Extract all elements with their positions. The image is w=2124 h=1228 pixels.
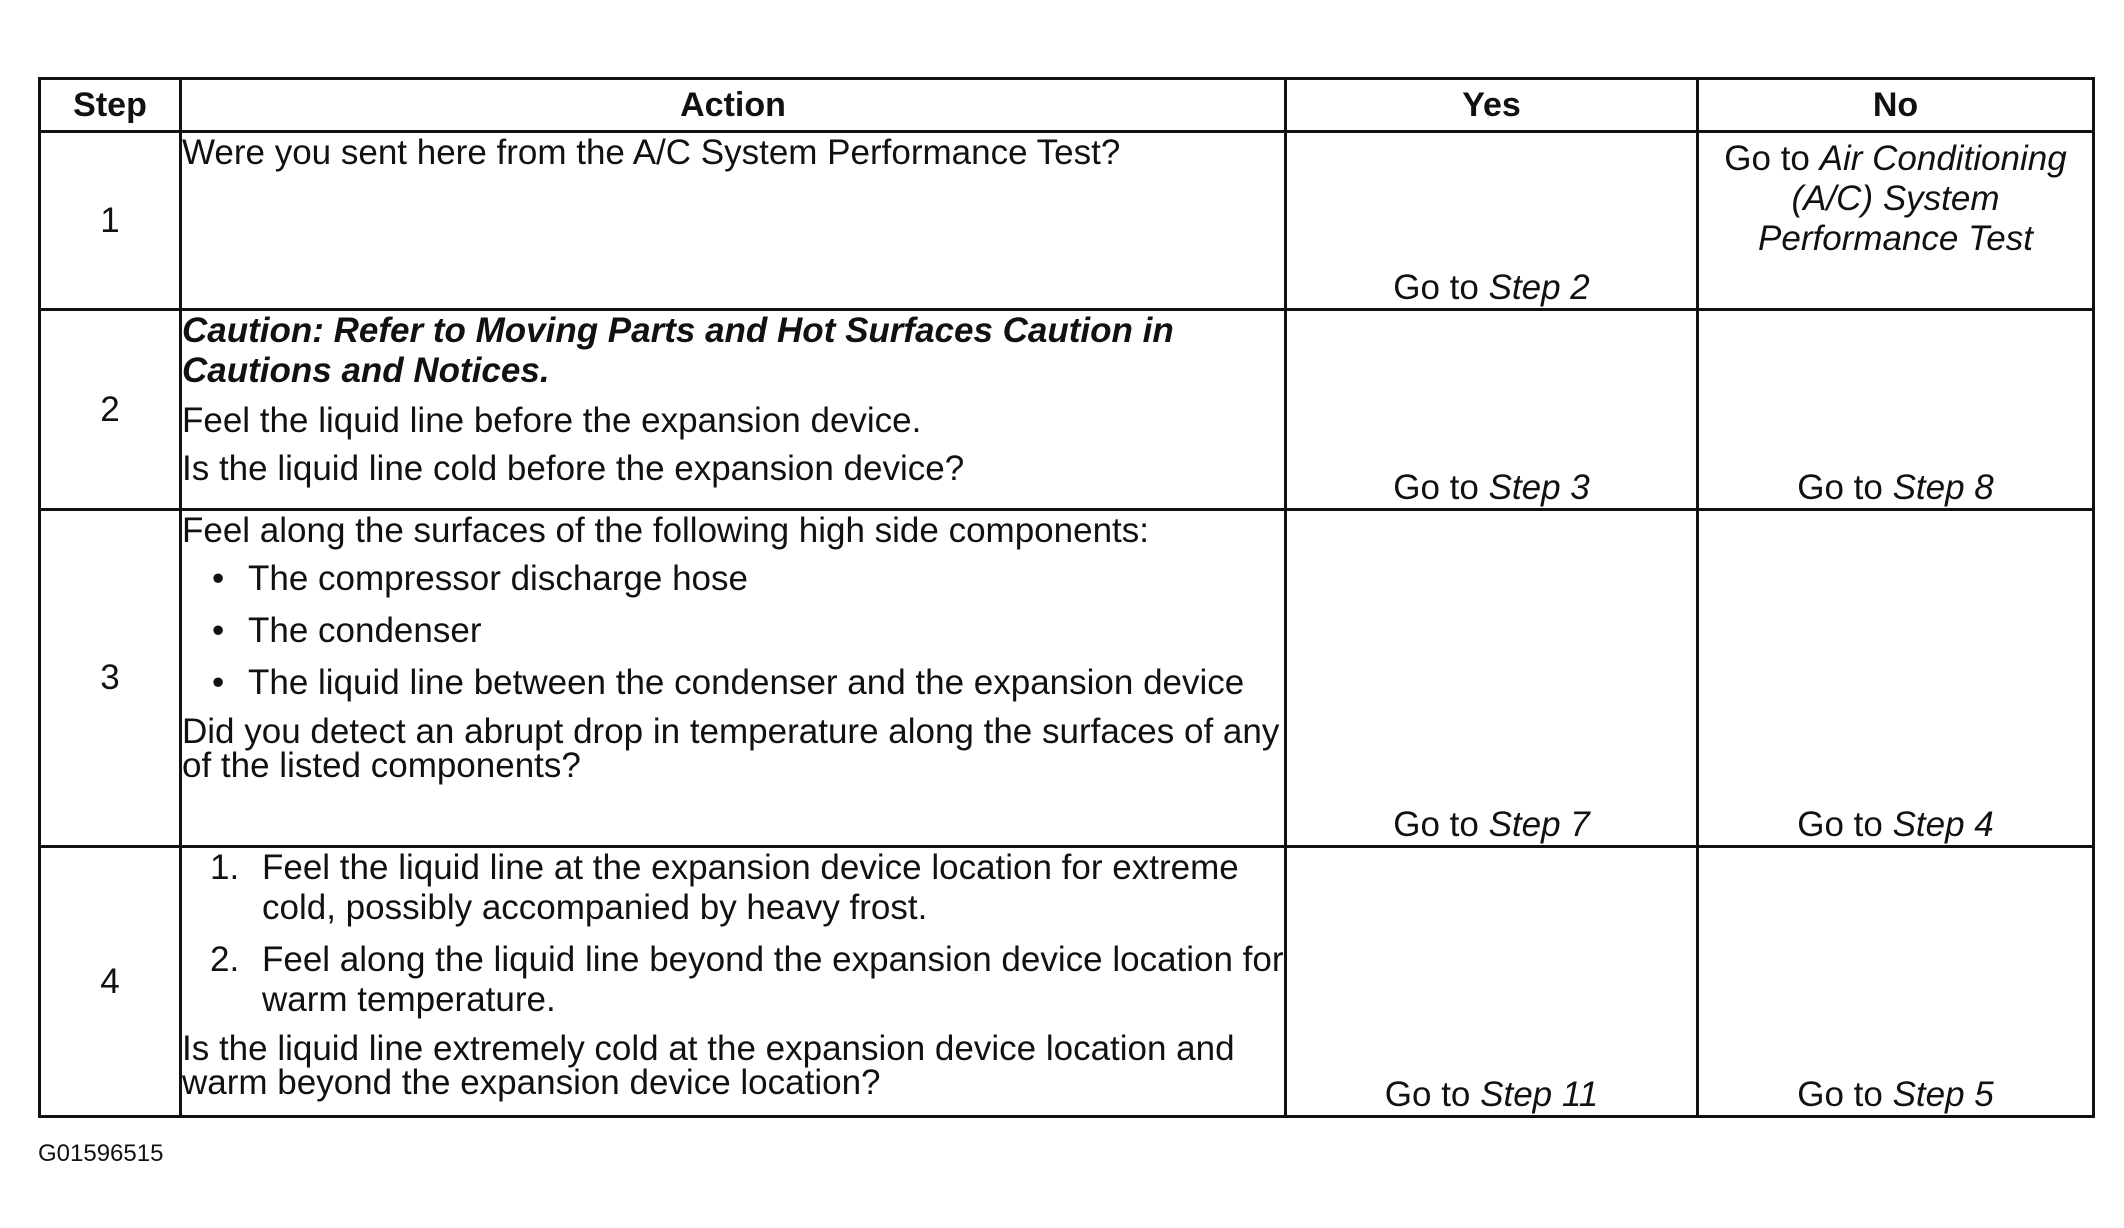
header-no: No — [1698, 79, 2094, 132]
bullet-icon: • — [212, 663, 225, 702]
yes-prefix: Go to — [1393, 468, 1479, 507]
step-number: 1 — [40, 132, 181, 310]
no-prefix: Go to — [1724, 139, 1810, 178]
no-target-link[interactable]: Air Conditioning (A/C) System Performance Test — [1758, 139, 2067, 258]
table-row-step-1 — [40, 132, 2094, 310]
list-item-text: Feel the liquid line at the expansion device location for extreme cold, possibly accompanied by heavy frost. — [262, 848, 1239, 927]
yes-prefix: Go to — [1384, 1075, 1471, 1114]
list-item-text: The liquid line between the condenser and the expansion device — [248, 663, 1245, 702]
list-item-text: The compressor discharge hose — [248, 559, 748, 598]
step-number: 3 — [40, 510, 181, 847]
header-action: Action — [181, 79, 1286, 132]
table-row-step-3 — [40, 510, 2094, 847]
no-cell — [1698, 510, 2094, 847]
list-item — [212, 559, 1284, 599]
action-cell — [181, 132, 1286, 310]
table-row-step-4 — [40, 847, 2094, 1117]
list-item-text: The condenser — [248, 611, 482, 650]
yes-cell — [1286, 510, 1698, 847]
diagnostic-table — [38, 77, 2095, 1118]
action-question: Were you sent here from the A/C System Performance Test? — [182, 133, 1121, 172]
header-yes: Yes — [1286, 79, 1698, 132]
yes-target-link[interactable]: Step 3 — [1488, 468, 1590, 507]
component-list — [182, 559, 1284, 703]
yes-target-link[interactable]: Step 11 — [1480, 1075, 1599, 1114]
no-cell — [1698, 310, 2094, 510]
yes-prefix: Go to — [1393, 805, 1479, 844]
no-cell — [1698, 132, 2094, 310]
yes-target-link[interactable]: Step 7 — [1488, 805, 1590, 844]
no-target-link[interactable]: Step 4 — [1892, 805, 1994, 844]
no-prefix: Go to — [1797, 468, 1883, 507]
yes-cell — [1286, 132, 1698, 310]
table-row-step-2 — [40, 310, 2094, 510]
list-number: 2. — [210, 940, 240, 979]
action-instruction: Feel along the surfaces of the following high side components: — [182, 511, 1149, 550]
action-cell — [181, 510, 1286, 847]
bullet-icon: • — [212, 559, 225, 598]
yes-cell — [1286, 847, 1698, 1117]
yes-prefix: Go to — [1393, 268, 1479, 307]
no-target-link[interactable]: Step 8 — [1892, 468, 1994, 507]
caution-text: Caution: Refer to Moving Parts and Hot Surfaces Caution in Cautions and Notices. — [182, 311, 1174, 390]
table-header-row — [40, 79, 2094, 132]
step-number: 2 — [40, 310, 181, 510]
action-instruction: Feel the liquid line before the expansion device. — [182, 401, 922, 440]
no-prefix: Go to — [1797, 1075, 1883, 1114]
action-cell — [181, 847, 1286, 1117]
action-question: Is the liquid line extremely cold at the expansion device location and warm beyond the expansion device location? — [182, 1029, 1235, 1102]
action-question: Is the liquid line cold before the expansion device? — [182, 449, 965, 488]
list-item — [212, 611, 1284, 651]
yes-target-link[interactable]: Step 2 — [1488, 268, 1590, 307]
procedure-list — [182, 848, 1284, 1020]
list-item — [212, 663, 1284, 703]
no-cell — [1698, 847, 2094, 1117]
list-item-text: Feel along the liquid line beyond the expansion device location for warm temperature. — [262, 940, 1284, 1019]
no-target-link[interactable]: Step 5 — [1892, 1075, 1994, 1114]
figure-code: G01596515 — [38, 1140, 164, 1167]
yes-cell — [1286, 310, 1698, 510]
no-prefix: Go to — [1797, 805, 1883, 844]
list-number: 1. — [210, 848, 240, 887]
step-number: 4 — [40, 847, 181, 1117]
list-item — [210, 848, 1284, 928]
action-cell — [181, 310, 1286, 510]
list-item — [210, 940, 1284, 1020]
bullet-icon: • — [212, 611, 225, 650]
header-step: Step — [40, 79, 181, 132]
action-question: Did you detect an abrupt drop in temperature along the surfaces of any of the listed components? — [182, 712, 1280, 785]
